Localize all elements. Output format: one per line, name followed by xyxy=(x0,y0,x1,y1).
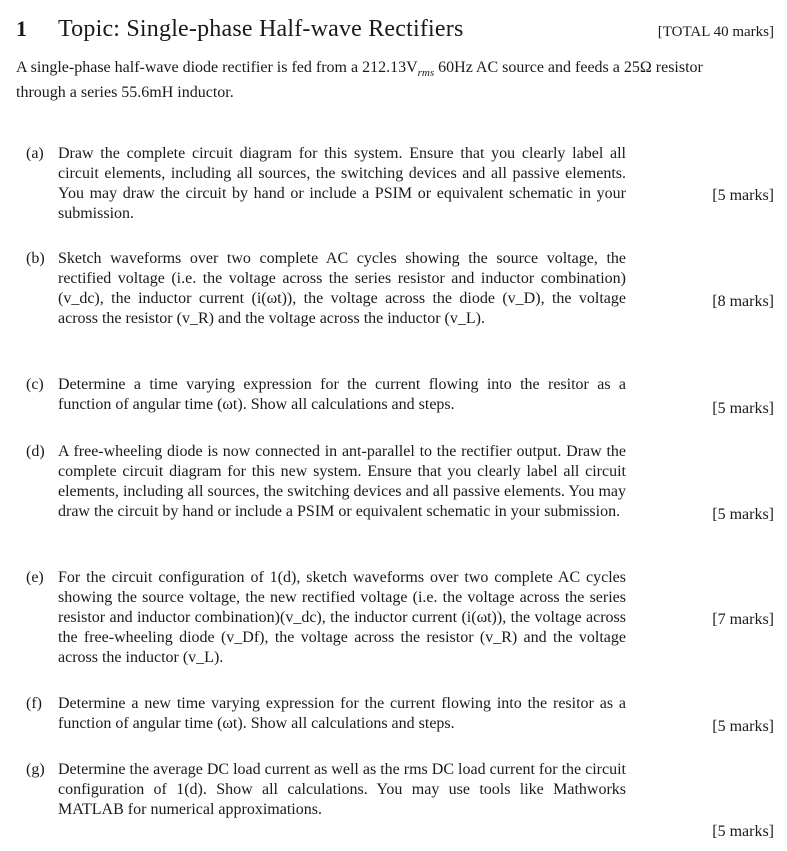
part-text: Determine a new time varying expression for the current flowing into the resitor as a function of angular time (ωt). Show all calculations and steps. xyxy=(58,695,626,732)
part-marks: [5 marks] xyxy=(712,718,774,735)
part-g xyxy=(26,760,774,840)
part-label: (f) xyxy=(26,695,42,712)
intro-line1b: 60Hz AC source and feeds a 25Ω resistor xyxy=(434,59,703,76)
part-text: Determine a time varying expression for the current flowing into the resitor as a function of angular time (ωt). Show all calculations and steps. xyxy=(58,376,626,413)
part-f xyxy=(26,694,774,734)
section-header xyxy=(16,14,774,48)
part-a xyxy=(26,144,774,224)
part-marks: [8 marks] xyxy=(712,293,774,310)
part-d xyxy=(26,442,774,542)
part-e xyxy=(26,568,774,668)
part-text: Sketch waveforms over two complete AC cycles showing the source voltage, the rectified voltage (i.e. the voltage across the series resistor and inductor combination)(v_dc), the inductor current (i(ωt)), the voltage across the diode (v_D), the voltage across the resistor (v_R) and the voltage across the inductor (v_L). xyxy=(58,250,626,327)
section-title: Topic: Single-phase Half-wave Rectifiers xyxy=(58,16,464,42)
part-label: (a) xyxy=(26,145,44,162)
part-label: (e) xyxy=(26,569,44,586)
part-c xyxy=(26,375,774,415)
part-text: A free-wheeling diode is now connected in ant-parallel to the rectifier output. Draw the complete circuit diagram for this new system. Ensure that you clearly label all circuit elements, including all sources, the switching devices and all passive elements. You may draw the circuit by hand or include a PSIM or equivalent schematic in your submission. xyxy=(58,443,626,520)
part-marks: [5 marks] xyxy=(712,506,774,523)
intro-line1: A single-phase half-wave diode rectifier is fed from a 212.13V xyxy=(16,59,418,76)
part-label: (d) xyxy=(26,443,45,460)
part-marks: [5 marks] xyxy=(712,400,774,417)
intro-line2: through a series 55.6mH inductor. xyxy=(16,84,234,102)
part-marks: [5 marks] xyxy=(712,187,774,204)
total-marks: [TOTAL 40 marks] xyxy=(657,24,774,40)
part-b xyxy=(26,249,774,349)
intro-paragraph xyxy=(16,58,776,103)
rms-subscript: rms xyxy=(417,67,435,80)
section-number: 1 xyxy=(16,16,27,41)
part-marks: [5 marks] xyxy=(712,823,774,840)
part-label: (g) xyxy=(26,761,45,778)
part-marks: [7 marks] xyxy=(712,611,774,628)
part-text: Draw the complete circuit diagram for this system. Ensure that you clearly label all circuit elements, including all sources, the switching devices and all passive elements. You may draw the circuit by hand or include a PSIM or equivalent schematic in your submission. xyxy=(58,145,626,222)
part-label: (c) xyxy=(26,376,44,393)
part-text: For the circuit configuration of 1(d), sketch waveforms over two complete AC cycles showing the source voltage, the new rectified voltage (i.e. the voltage across the series resistor and inductor combination)(v_dc), the inductor current (i(ωt)), the voltage across the free-wheeling diode (v_Df), the voltage across the resistor (v_R) and the voltage across the inductor (v_L). xyxy=(58,569,626,666)
part-text: Determine the average DC load current as well as the rms DC load current for the circuit configuration of 1(d). Show all calculations. You may use tools like Mathworks MATLAB for numerical approximations. xyxy=(58,761,626,818)
part-label: (b) xyxy=(26,250,45,267)
